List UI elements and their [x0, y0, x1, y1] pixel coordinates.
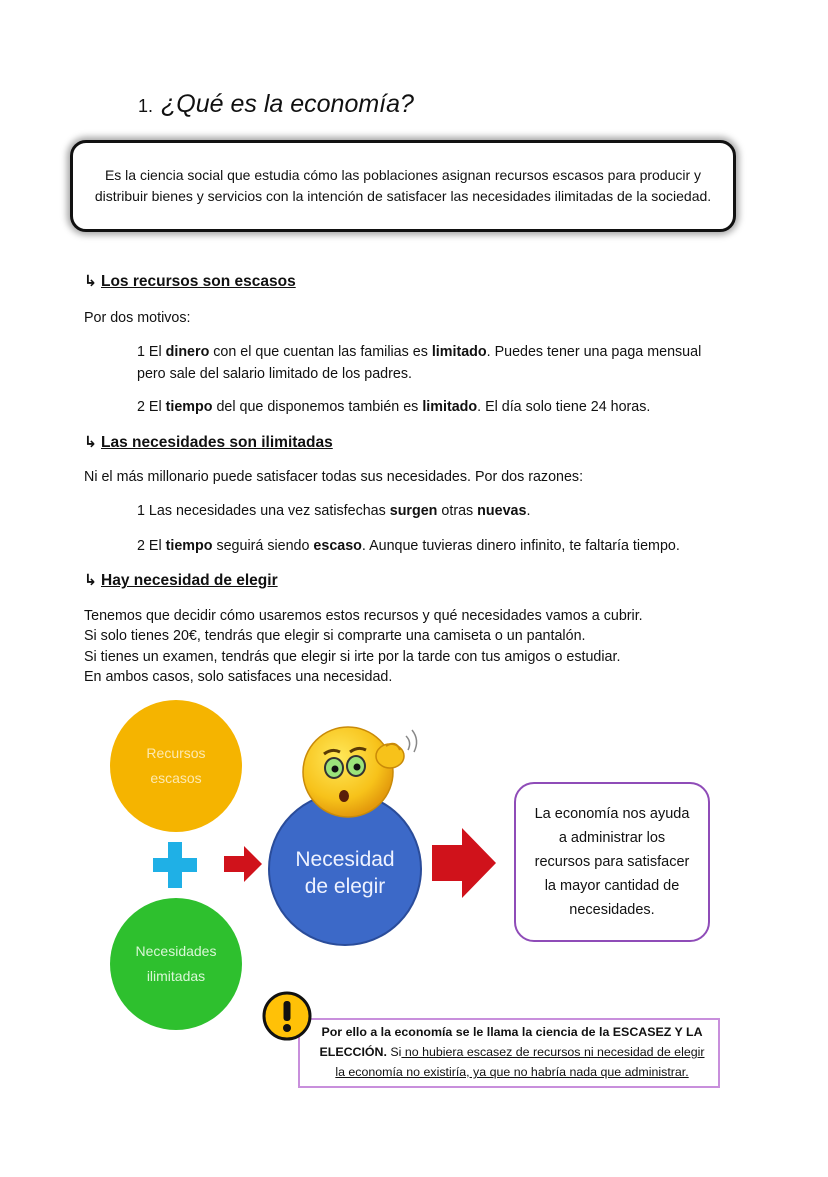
explanation-box — [514, 782, 710, 942]
confused-emoji-icon — [300, 722, 424, 820]
corner-arrow-icon: ↳ — [84, 572, 97, 589]
necesidades-ilimitadas-circle — [110, 898, 242, 1030]
title-number: 1. — [138, 96, 154, 116]
heading-elegir-text: Hay necesidad de elegir — [101, 572, 278, 589]
heading-necesidades — [84, 433, 333, 452]
necesidades-label-2: ilimitadas — [146, 968, 206, 984]
text-run: 2 El — [137, 399, 166, 415]
recursos-item-1 — [137, 342, 701, 363]
elegir-line-4: En ambos casos, solo satisfaces una necesidad. — [84, 669, 393, 685]
text-run: 1 El — [137, 344, 166, 360]
heading-elegir — [84, 571, 278, 590]
elegir-line-2: Si solo tienes 20€, tendrás que elegir si comprarte una camiseta o un pantalón. — [84, 628, 586, 644]
necesidades-item-2 — [137, 536, 680, 557]
corner-arrow-icon: ↳ — [84, 434, 97, 451]
elegir-line-1: Tenemos que decidir cómo usaremos estos recursos y qué necesidades vamos a cubrir. — [84, 608, 643, 624]
elegir-line-3: Si tienes un examen, tendrás que elegir si irte por la tarde con tus amigos o estudiar. — [84, 649, 621, 665]
bold-run: tiempo — [165, 538, 213, 554]
conclusion-note — [298, 1018, 720, 1088]
title-text: ¿Qué es la economía? — [161, 90, 414, 118]
elegir-label-1: Necesidad — [295, 848, 395, 871]
explain-line-3: recursos para satisfacer — [534, 854, 690, 870]
explain-line-5: necesidades. — [569, 902, 655, 918]
bold-run: nuevas — [477, 503, 527, 519]
heading-necesidades-text: Las necesidades son ilimitadas — [101, 434, 333, 451]
necesidades-intro: Ni el más millonario puede satisfacer todas sus necesidades. Por dos razones: — [84, 469, 584, 485]
explain-line-1: La economía nos ayuda — [534, 806, 690, 822]
bold-run: dinero — [165, 344, 210, 360]
bold-run: escaso — [313, 538, 362, 554]
note-bold: Por ello a la economía se le llama la ciencia de la ESCASEZ Y LA ELECCIÓN. — [319, 1025, 703, 1059]
recursos-label-2: escasos — [150, 770, 202, 786]
text-run: . El día solo tiene 24 horas. — [477, 399, 651, 415]
text-run: otras — [437, 503, 478, 519]
corner-arrow-icon: ↳ — [84, 273, 97, 290]
bold-run: surgen — [389, 503, 438, 519]
necesidades-label-1: Necesidades — [135, 943, 217, 959]
explain-line-4: la mayor cantidad de — [544, 878, 680, 894]
text-run: . Puedes tener una paga mensual — [486, 344, 702, 360]
arrow-right-icon — [224, 846, 262, 882]
recursos-escasos-circle — [110, 700, 242, 832]
bold-run: tiempo — [165, 399, 213, 415]
recursos-intro: Por dos motivos: — [84, 310, 191, 326]
text-run: . Aunque tuvieras dinero infinito, te faltaría tiempo. — [361, 538, 680, 554]
definition-text: Es la ciencia social que estudia cómo las poblaciones asignan recursos escasos para producir y distribuir bienes y servicios con la intención de satisfacer las necesidades ilimitadas de la sociedad. — [94, 167, 712, 204]
recursos-label-1: Recursos — [146, 745, 206, 761]
text-run: 1 Las necesidades una vez satisfechas — [137, 503, 390, 519]
bold-run: limitado — [422, 399, 478, 415]
warning-icon — [261, 990, 313, 1042]
text-run: seguirá siendo — [212, 538, 314, 554]
recursos-item-2 — [137, 397, 650, 418]
note-plain: Si — [386, 1045, 402, 1059]
recursos-item-1-line2: pero sale del salario limitado de los padres. — [137, 366, 412, 382]
definition-box — [70, 140, 736, 232]
text-run: con el que cuentan las familias es — [209, 344, 432, 360]
heading-recursos-text: Los recursos son escasos — [101, 273, 296, 290]
necesidades-item-1 — [137, 501, 530, 522]
text-run: del que disponemos también es — [212, 399, 423, 415]
arrow-right-icon — [432, 828, 496, 898]
explain-line-2: a administrar los — [558, 830, 666, 846]
plus-icon — [153, 842, 197, 888]
page-title — [138, 90, 414, 119]
note-underlined: no hubiera escasez de recursos ni necesidad de elegir la economía no existiría, ya que no habría nada que administrar. — [335, 1045, 705, 1079]
heading-recursos — [84, 272, 296, 291]
text-run: 2 El — [137, 538, 166, 554]
bold-run: limitado — [431, 344, 487, 360]
text-run: . — [526, 503, 531, 519]
elegir-label-2: de elegir — [304, 875, 386, 898]
